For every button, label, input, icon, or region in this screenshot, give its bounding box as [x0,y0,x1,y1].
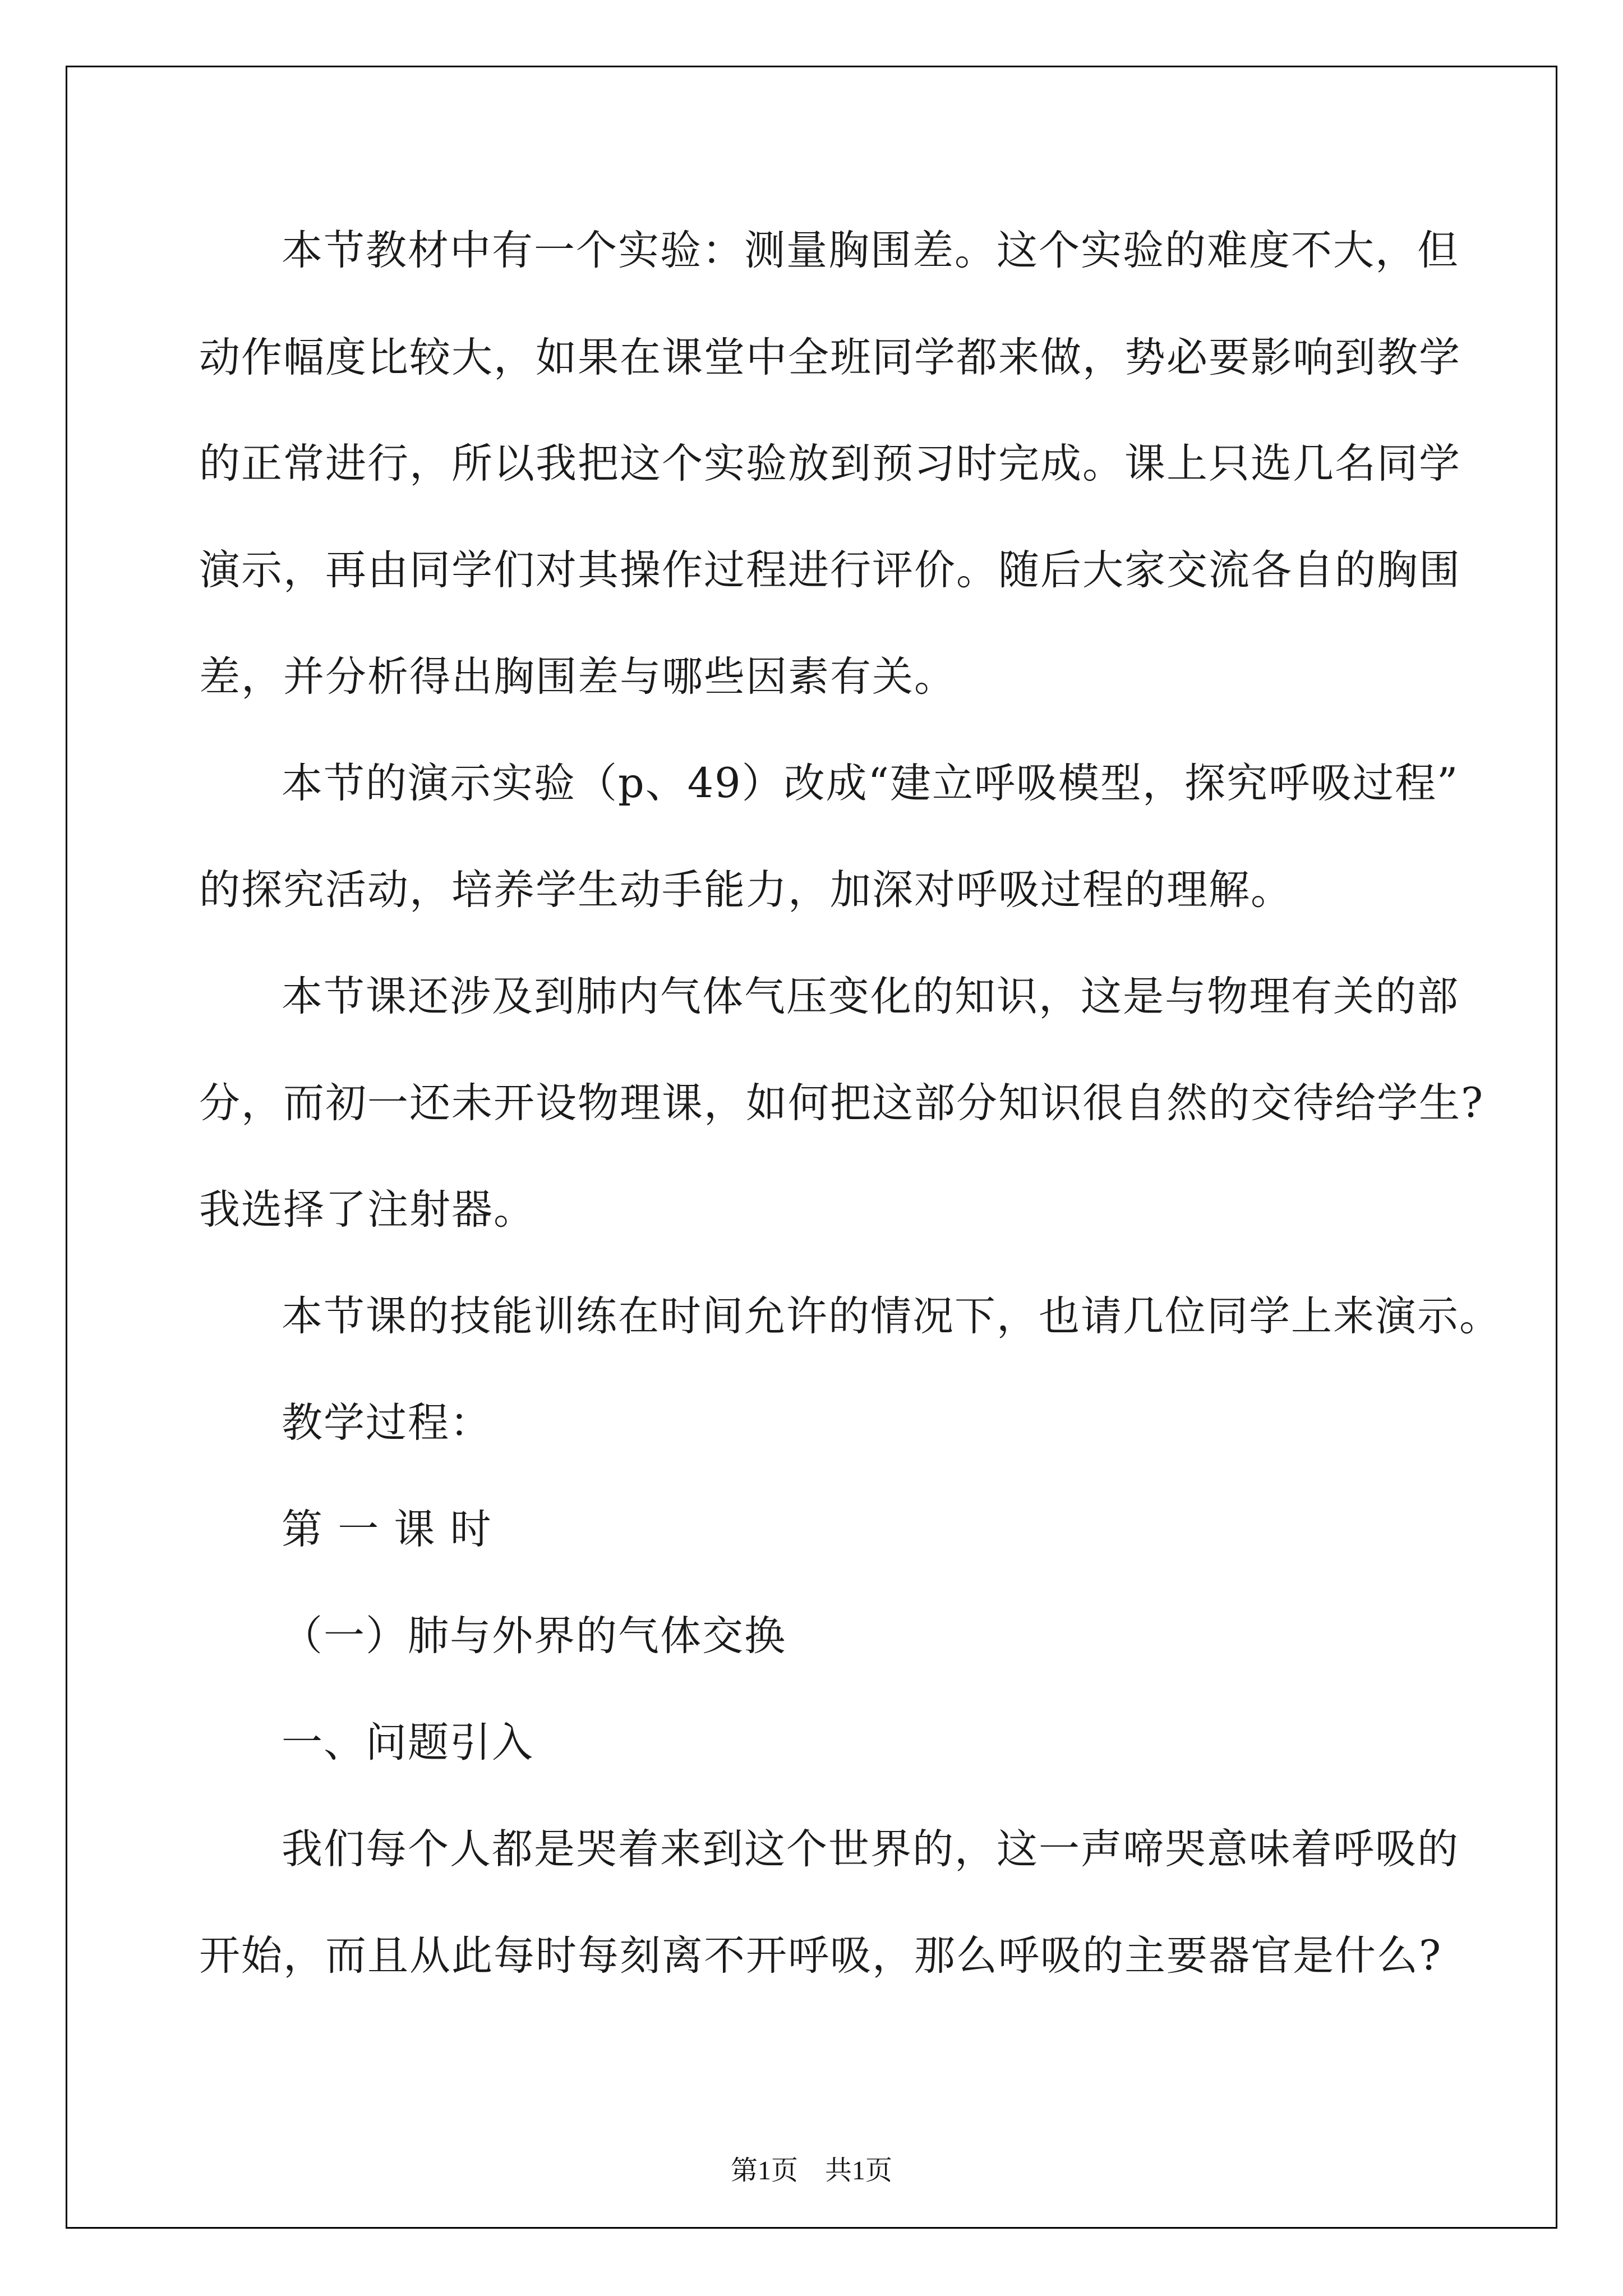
paragraph-line: 本节课的技能训练在时间允许的情况下，也请几位同学上来演示。 [282,1292,1501,1340]
page-border [66,66,1557,2229]
paragraph-line: 开始，而且从此每时每刻离不开呼吸，那么呼吸的主要器官是什么? [199,1932,1442,1980]
paragraph-line: 本节课还涉及到肺内气体气压变化的知识，这是与物理有关的部 [282,973,1459,1020]
paragraph-line: 的正常进行，所以我把这个实验放到预习时完成。课上只选几名同学 [199,440,1461,487]
paragraph-line: 我们每个人都是哭着来到这个世界的，这一声啼哭意味着呼吸的 [282,1825,1459,1873]
paragraph-line: 分，而初一还未开设物理课，如何把这部分知识很自然的交待给学生? [199,1079,1484,1127]
paragraph-line: 本节的演示实验（p、49）改成“建立呼吸模型，探究呼吸过程” [282,760,1459,807]
subsection-heading: （一）肺与外界的气体交换 [282,1612,786,1660]
paragraph-line: 的探究活动，培养学生动手能力，加深对呼吸过程的理解。 [199,866,1293,914]
paragraph-line: 动作幅度比较大，如果在课堂中全班同学都来做，势必要影响到教学 [199,334,1461,381]
paragraph-line: 本节教材中有一个实验：测量胸围差。这个实验的难度不大，但 [282,227,1459,274]
section-heading: 教学过程： [282,1399,492,1447]
lesson-heading: 第 一 课 时 [282,1506,492,1553]
step-heading: 一、问题引入 [282,1719,534,1766]
paragraph-line: 我选择了注射器。 [199,1186,536,1234]
paragraph-line: 差，并分析得出胸围差与哪些因素有关。 [199,653,956,701]
page-number: 第1页 共1页 [730,2156,892,2185]
paragraph-line: 演示，再由同学们对其操作过程进行评价。随后大家交流各自的胸围 [199,546,1461,594]
